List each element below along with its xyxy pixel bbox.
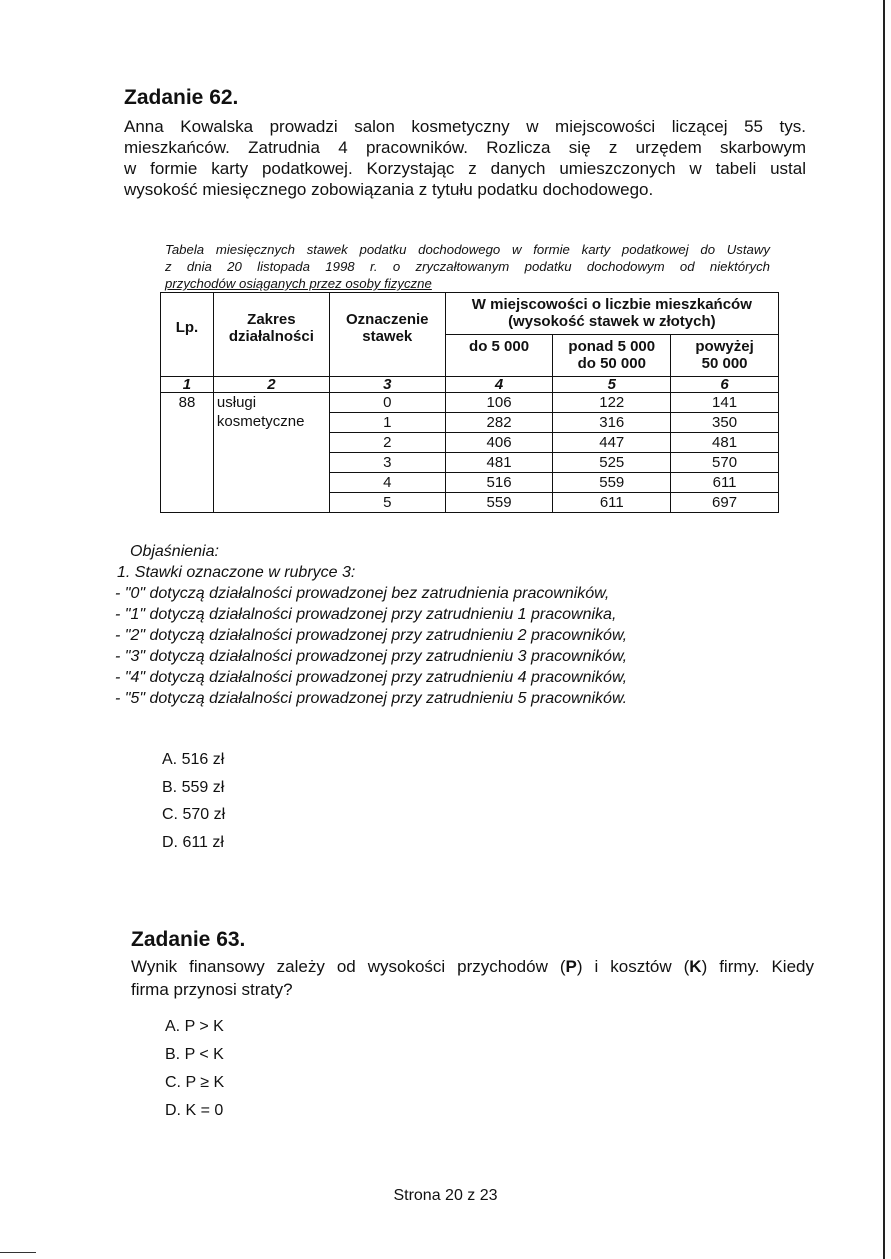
- task-63-answers: [165, 1013, 224, 1125]
- task-62-text-line: Anna Kowalska prowadzi salon kosmetyczny w miejscowości liczącej 55 tys.: [124, 117, 806, 136]
- cell-value: 447: [553, 433, 671, 453]
- header-col-6-line: powyżej: [695, 338, 754, 355]
- caption-line: przychodów osiąganych przez osoby fizyczne: [165, 276, 432, 291]
- cell-value: 481: [445, 453, 553, 473]
- header-col-4: do 5 000: [445, 335, 553, 377]
- text-fragment: ) i kosztów (: [576, 957, 690, 976]
- cell-value: 559: [445, 493, 553, 513]
- task-62-text-line: w formie karty podatkowej. Korzystając z danych umieszczonych w tabeli ustal: [124, 159, 806, 178]
- header-group: W miejscowości o liczbie mieszkańców (wysokość stawek w złotych): [445, 293, 778, 335]
- answer-option: C. 570 zł: [162, 806, 226, 823]
- cell-stawka: 0: [329, 393, 445, 413]
- cell-stawka: 3: [329, 453, 445, 473]
- explanation-line: - "5" dotyczą działalności prowadzonej przy zatrudnieniu 5 pracowników.: [115, 690, 628, 707]
- explanation-line: - "0" dotyczą działalności prowadzonej bez zatrudnienia pracowników,: [115, 585, 610, 602]
- header-col-5-line: ponad 5 000: [568, 338, 656, 355]
- task-63-text: [131, 955, 814, 1001]
- answer-option: A. 516 zł: [162, 751, 225, 768]
- table-caption: [165, 241, 770, 292]
- task-63-text-line: firma przynosi straty?: [131, 980, 293, 999]
- scan-edge-line: [883, 0, 885, 1259]
- task-62-answers: [162, 746, 225, 856]
- explanation-line: - "2" dotyczą działalności prowadzonej przy zatrudnieniu 2 pracowników,: [115, 627, 628, 644]
- cell-value: 611: [671, 473, 779, 493]
- cell-value: 570: [671, 453, 779, 473]
- answer-option: B. 559 zł: [162, 778, 225, 796]
- cell-zakres: [213, 393, 329, 513]
- cell-value: 516: [445, 473, 553, 493]
- cell-stawka: 4: [329, 473, 445, 493]
- answer-option: A. P > K: [165, 1018, 224, 1035]
- explanations: [115, 541, 627, 709]
- table-row: [161, 393, 779, 413]
- header-col-5-line: do 50 000: [577, 355, 646, 372]
- cell-stawka: 2: [329, 433, 445, 453]
- header-col-5: [553, 335, 671, 377]
- task-62-text-line: mieszkańców. Zatrudnia 4 pracowników. Rozlicza się z urzędem skarbowym: [124, 138, 806, 157]
- answer-option: C. P ≥ K: [165, 1074, 225, 1091]
- column-number: 2: [213, 377, 329, 393]
- cell-value: 350: [671, 413, 779, 433]
- cell-stawka: 1: [329, 413, 445, 433]
- header-lp: Lp.: [161, 293, 214, 377]
- column-number: 1: [161, 377, 214, 393]
- text-fragment: Wynik finansowy zależy od wysokości przychodów (: [131, 957, 566, 976]
- explanations-heading: Objaśnienia:: [130, 543, 219, 560]
- column-number: 4: [445, 377, 553, 393]
- page-number: Strona 20 z 23: [393, 1187, 498, 1204]
- caption-line: Tabela miesięcznych stawek podatku dochodowego w formie karty podatkowej do Ustawy: [165, 242, 770, 257]
- header-col-6: [671, 335, 779, 377]
- explanation-line: - "3" dotyczą działalności prowadzonej przy zatrudnieniu 3 pracowników,: [115, 648, 628, 665]
- column-number: 3: [329, 377, 445, 393]
- task-62-text: [124, 116, 806, 200]
- cell-value: 316: [553, 413, 671, 433]
- answer-option: D. 611 zł: [162, 833, 224, 851]
- cell-value: 141: [671, 393, 779, 413]
- cell-stawka: 5: [329, 493, 445, 513]
- cell-value: 122: [553, 393, 671, 413]
- cell-value: 697: [671, 493, 779, 513]
- caption-line: z dnia 20 listopada 1998 r. o zryczałtowanym podatku dochodowym od niektórych: [165, 259, 770, 274]
- task-62-title: Zadanie 62.: [124, 86, 239, 109]
- answer-option: D. K = 0: [165, 1102, 224, 1119]
- column-number: 6: [671, 377, 779, 393]
- header-zakres: Zakres działalności: [213, 293, 329, 377]
- column-number: 5: [553, 377, 671, 393]
- cell-value: 559: [553, 473, 671, 493]
- explanation-line: 1. Stawki oznaczone w rubryce 3:: [117, 564, 356, 581]
- column-number-row: [161, 377, 779, 393]
- scan-bottom-line: [0, 1252, 36, 1253]
- task-62-text-line: wysokość miesięcznego zobowiązania z tytułu podatku dochodowego.: [124, 180, 654, 199]
- cell-value: 406: [445, 433, 553, 453]
- explanation-line: - "1" dotyczą działalności prowadzonej przy zatrudnieniu 1 pracownika,: [115, 606, 617, 623]
- header-col-6-line: 50 000: [701, 355, 748, 372]
- symbol-k: K: [689, 957, 702, 976]
- text-fragment: ) firmy. Kiedy: [701, 957, 814, 976]
- answer-option: B. P < K: [165, 1046, 224, 1063]
- cell-lp: 88: [161, 393, 214, 513]
- tax-rates-table: [160, 292, 779, 513]
- header-oznaczenie: Oznaczenie stawek: [329, 293, 445, 377]
- task-63-text-line: [131, 955, 814, 978]
- cell-value: 282: [445, 413, 553, 433]
- cell-value: 481: [671, 433, 779, 453]
- cell-zakres-line: kosmetyczne: [216, 413, 305, 430]
- cell-zakres-line: usługi: [216, 394, 257, 411]
- cell-value: 106: [445, 393, 553, 413]
- task-63-title: Zadanie 63.: [131, 928, 246, 951]
- symbol-p: P: [565, 957, 577, 976]
- explanation-line: - "4" dotyczą działalności prowadzonej przy zatrudnieniu 4 pracowników,: [115, 669, 628, 686]
- cell-value: 525: [553, 453, 671, 473]
- cell-value: 611: [553, 493, 671, 513]
